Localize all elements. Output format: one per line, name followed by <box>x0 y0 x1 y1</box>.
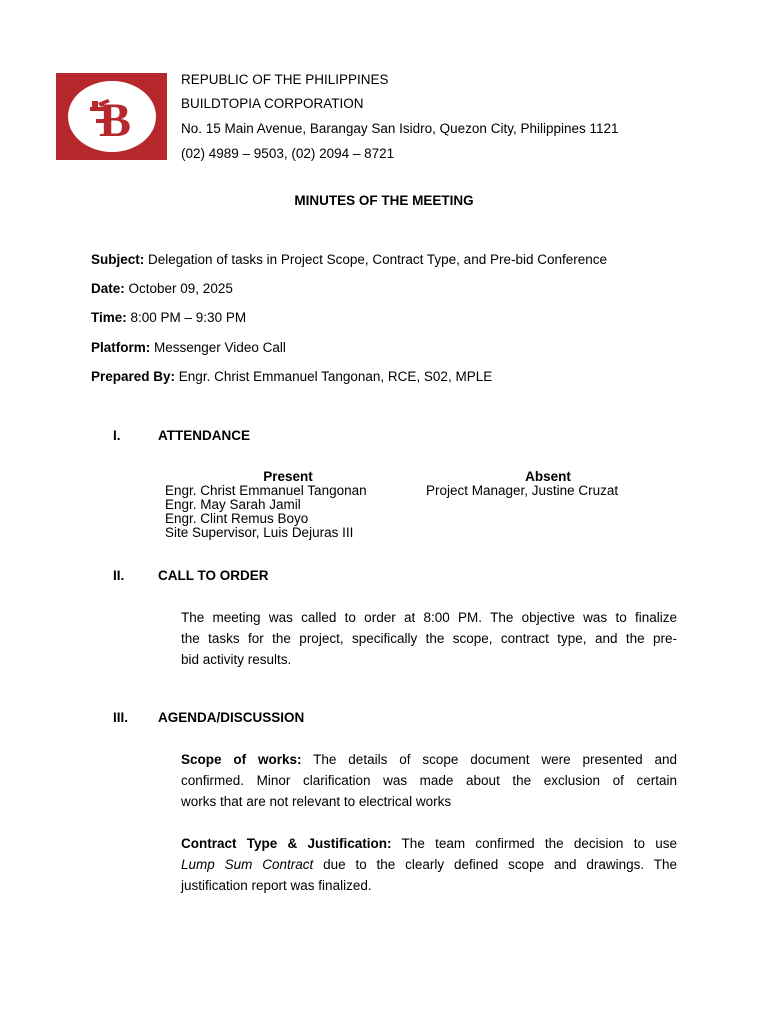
agenda-contract-paragraph <box>181 833 677 896</box>
meta-prepared-by: Prepared By: Engr. Christ Emmanuel Tangonan, RCE, S02, MPLE <box>91 369 493 384</box>
header-company: BUILDTOPIA CORPORATION <box>181 96 364 111</box>
attendee-present: Site Supervisor, Luis Dejuras III <box>165 525 354 540</box>
paragraph-line: confirmed. Minor clarification was made about the exclusion of certain <box>181 773 677 788</box>
attendee-absent: Project Manager, Justine Cruzat <box>426 483 619 498</box>
attendance-absent-heading: Absent <box>525 469 571 484</box>
section-title-call-to-order: CALL TO ORDER <box>158 568 269 583</box>
scope-label: Scope of works: <box>181 752 302 767</box>
meta-platform: Platform: Messenger Video Call <box>91 340 286 355</box>
meta-subject: Subject: Delegation of tasks in Project Scope, Contract Type, and Pre-bid Conference <box>91 252 608 267</box>
call-to-order-paragraph <box>181 607 677 670</box>
section-title-agenda: AGENDA/DISCUSSION <box>158 710 305 725</box>
attendee-present: Engr. May Sarah Jamil <box>165 497 301 512</box>
attendee-present: Engr. Christ Emmanuel Tangonan <box>165 483 367 498</box>
attendee-present: Engr. Clint Remus Boyo <box>165 511 309 526</box>
header-phone: (02) 4989 – 9503, (02) 2094 – 8721 <box>181 146 395 161</box>
logo-oval <box>68 81 156 152</box>
paragraph-line: bid activity results. <box>181 652 292 667</box>
paragraph-line: works that are not relevant to electrical works <box>181 794 452 809</box>
section-number: III. <box>113 710 129 725</box>
paragraph-line: Lump Sum Contract due to the clearly defined scope and drawings. The <box>181 857 677 872</box>
paragraph-line: the tasks for the project, specifically the scope, contract type, and the pre- <box>181 631 677 646</box>
company-logo <box>56 73 167 160</box>
contract-type-italic: Lump Sum Contract <box>181 857 314 872</box>
agenda-scope-paragraph <box>181 749 677 812</box>
header-country: REPUBLIC OF THE PHILIPPINES <box>181 72 389 87</box>
contract-label: Contract Type & Justification: <box>181 836 392 851</box>
section-number: II. <box>113 568 125 583</box>
header-address: No. 15 Main Avenue, Barangay San Isidro, Quezon City, Philippines 1121 <box>181 121 619 136</box>
logo-letter: B <box>98 94 132 147</box>
attendance-present-heading: Present <box>263 469 313 484</box>
paragraph-line: The meeting was called to order at 8:00 PM. The objective was to finalize <box>181 610 677 625</box>
paragraph-line: justification report was finalized. <box>181 878 372 893</box>
paragraph-line: Scope of works: The details of scope document were presented and <box>181 752 677 767</box>
meta-date: Date: October 09, 2025 <box>91 281 233 296</box>
section-number: I. <box>113 428 121 443</box>
paragraph-line: Contract Type & Justification: The team confirmed the decision to use <box>181 836 677 851</box>
document-title: MINUTES OF THE MEETING <box>294 193 474 208</box>
meta-time: Time: 8:00 PM – 9:30 PM <box>91 310 247 325</box>
section-title-attendance: ATTENDANCE <box>158 428 250 443</box>
logo-mark-icon <box>68 81 156 152</box>
